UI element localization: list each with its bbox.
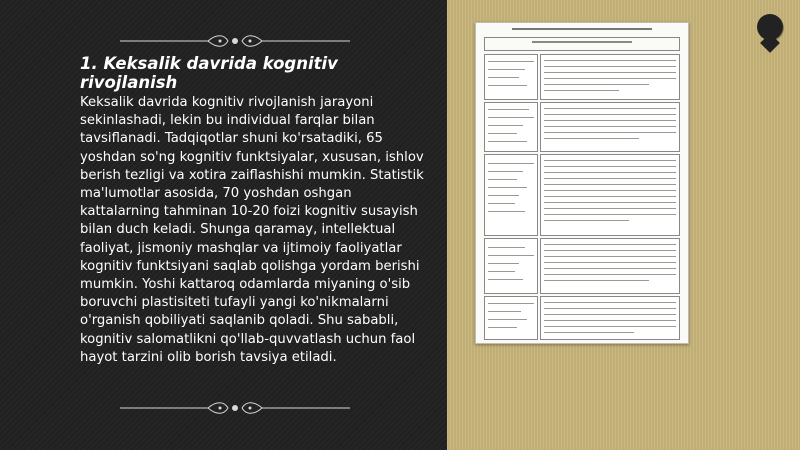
document-table-header xyxy=(484,37,680,51)
document-table-row xyxy=(484,296,680,340)
decorative-flourish-icon xyxy=(120,34,350,48)
document-title-picture xyxy=(496,25,668,35)
slide-title: 1. Keksalik davrida kognitiv rivojlanish xyxy=(80,54,338,92)
slide-body-text: Keksalik davrida kognitiv rivojlanish jarayoni sekinlashadi, lekin bu individual farqlar bilan tavsiflanadi. Tadqiqotlar shuni ko'rsatadiki, 65 yoshdan so'ng kognitiv funktsiyalar, xususan, ishlov berish tezligi va xotira zaiflashishi mumkin. Statistik ma'lumotlar asosida, 70 yoshdan oshgan kattalarning tahminan 10-20 foizi kognitiv susayish bilan duch keladi. Shunga qaramay, intellektual faoliyat, jismoniy mashqlar va ijtimoiy faoliyatlar kognitiv funktsiyani saqlab qolishga yordam berishi mumkin. Yoshi kattaroq odamlarda miyaning o'sib boruvchi plastisiteti tufayli yangi ko'nikmalarni o'rganish qobiliyati saqlanib qoladi. Shu sababli, kognitiv salomatlikni qo'llab-quvvatlash uchun faol hayot tarzini olib borish tavsiya etiladi. xyxy=(80,95,424,365)
document-table-row xyxy=(484,154,680,236)
document-image xyxy=(475,22,689,344)
document-table-row xyxy=(484,102,680,152)
document-table-row xyxy=(484,238,680,294)
decorative-flourish-icon xyxy=(120,401,350,415)
document-table-picture xyxy=(484,37,680,342)
push-pin-icon xyxy=(757,14,783,40)
document-table-row xyxy=(484,54,680,100)
